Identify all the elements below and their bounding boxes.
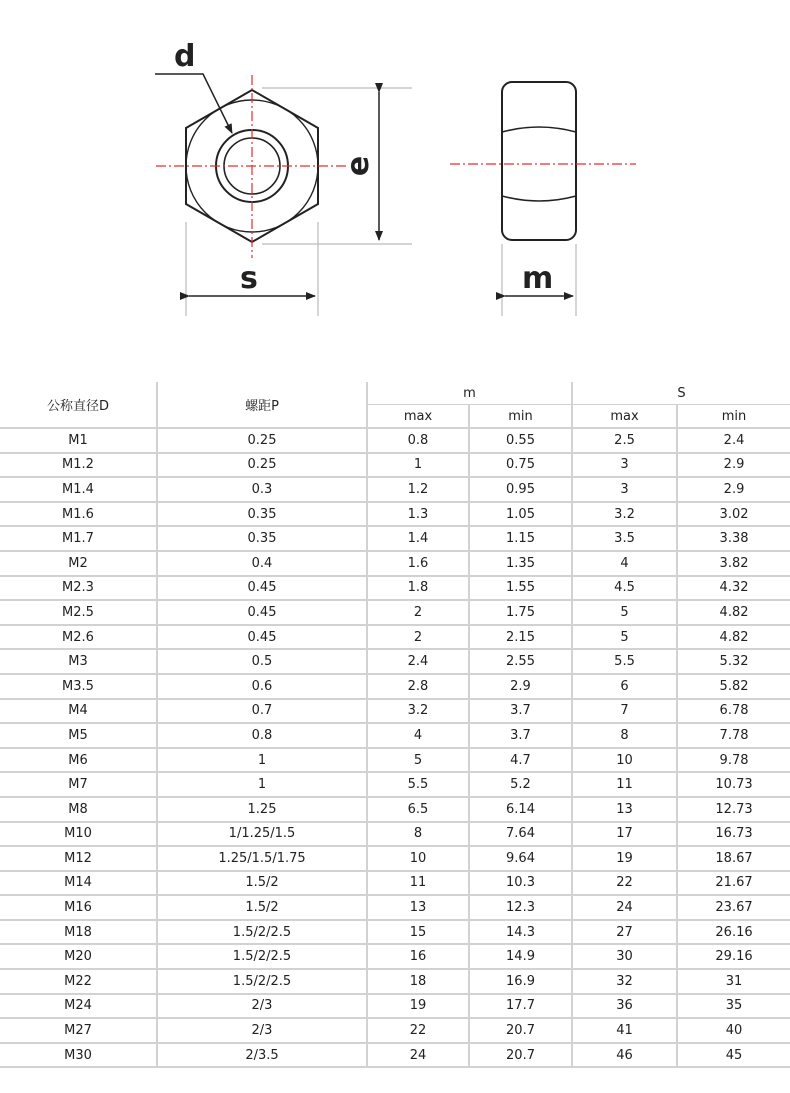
cell-pitch: 1.5/2/2.5	[157, 969, 367, 994]
cell-pitch: 2/3	[157, 1018, 367, 1043]
cell-m-min: 5.2	[469, 772, 572, 797]
cell-pitch: 1.5/2/2.5	[157, 944, 367, 969]
label-s: s	[240, 261, 258, 296]
cell-pitch: 0.7	[157, 699, 367, 724]
cell-diameter: M22	[0, 969, 157, 994]
cell-diameter: M2	[0, 551, 157, 576]
cell-pitch: 0.6	[157, 674, 367, 699]
table-row	[0, 994, 790, 1019]
cell-diameter: M16	[0, 895, 157, 920]
cell-s-max: 36	[572, 994, 677, 1019]
table-row	[0, 822, 790, 847]
header-m-min: min	[469, 405, 572, 429]
cell-diameter: M4	[0, 699, 157, 724]
cell-m-min: 10.3	[469, 871, 572, 896]
cell-m-max: 2.8	[367, 674, 469, 699]
cell-diameter: M1	[0, 428, 157, 453]
table-row	[0, 772, 790, 797]
cell-s-max: 24	[572, 895, 677, 920]
cell-m-max: 1.2	[367, 477, 469, 502]
cell-diameter: M3.5	[0, 674, 157, 699]
table-row	[0, 846, 790, 871]
cell-diameter: M12	[0, 846, 157, 871]
cell-pitch: 1.5/2	[157, 871, 367, 896]
table-row	[0, 920, 790, 945]
cell-s-max: 5	[572, 625, 677, 650]
cell-s-max: 10	[572, 748, 677, 773]
cell-diameter: M27	[0, 1018, 157, 1043]
cell-s-max: 22	[572, 871, 677, 896]
cell-s-min: 40	[677, 1018, 790, 1043]
header-diameter: 公称直径D	[0, 382, 157, 428]
cell-s-min: 7.78	[677, 723, 790, 748]
cell-m-max: 10	[367, 846, 469, 871]
cell-m-min: 20.7	[469, 1043, 572, 1068]
cell-m-min: 14.3	[469, 920, 572, 945]
cell-m-min: 2.55	[469, 649, 572, 674]
cell-m-max: 2.4	[367, 649, 469, 674]
cell-m-max: 2	[367, 625, 469, 650]
cell-m-min: 12.3	[469, 895, 572, 920]
cell-pitch: 0.45	[157, 625, 367, 650]
cell-m-max: 15	[367, 920, 469, 945]
cell-diameter: M7	[0, 772, 157, 797]
cell-m-max: 1	[367, 453, 469, 478]
cell-diameter: M2.5	[0, 600, 157, 625]
cell-m-min: 1.05	[469, 502, 572, 527]
cell-s-min: 12.73	[677, 797, 790, 822]
table-row	[0, 944, 790, 969]
spec-table-body	[0, 428, 790, 1067]
hex-nut-technical-drawing	[0, 0, 790, 340]
table-row	[0, 551, 790, 576]
cell-pitch: 0.25	[157, 428, 367, 453]
cell-m-min: 6.14	[469, 797, 572, 822]
cell-s-min: 26.16	[677, 920, 790, 945]
cell-s-min: 3.02	[677, 502, 790, 527]
cell-m-max: 8	[367, 822, 469, 847]
cell-m-min: 1.35	[469, 551, 572, 576]
cell-m-min: 3.7	[469, 699, 572, 724]
cell-m-max: 0.8	[367, 428, 469, 453]
cell-s-min: 18.67	[677, 846, 790, 871]
header-s-group: S	[572, 382, 790, 405]
cell-pitch: 1.5/2/2.5	[157, 920, 367, 945]
cell-diameter: M3	[0, 649, 157, 674]
cell-s-max: 8	[572, 723, 677, 748]
cell-s-max: 11	[572, 772, 677, 797]
cell-diameter: M1.2	[0, 453, 157, 478]
cell-pitch: 0.35	[157, 526, 367, 551]
cell-m-max: 18	[367, 969, 469, 994]
cell-s-min: 3.38	[677, 526, 790, 551]
cell-s-max: 4	[572, 551, 677, 576]
cell-pitch: 1	[157, 748, 367, 773]
cell-m-max: 16	[367, 944, 469, 969]
cell-m-min: 14.9	[469, 944, 572, 969]
cell-m-min: 1.15	[469, 526, 572, 551]
table-row	[0, 1043, 790, 1068]
table-row	[0, 576, 790, 601]
cell-pitch: 0.35	[157, 502, 367, 527]
cell-m-min: 9.64	[469, 846, 572, 871]
cell-m-max: 1.3	[367, 502, 469, 527]
cell-s-min: 23.67	[677, 895, 790, 920]
cell-m-max: 11	[367, 871, 469, 896]
cell-m-min: 1.55	[469, 576, 572, 601]
cell-m-min: 2.9	[469, 674, 572, 699]
cell-m-min: 0.55	[469, 428, 572, 453]
cell-s-min: 2.9	[677, 453, 790, 478]
header-m-group: m	[367, 382, 572, 405]
cell-s-min: 9.78	[677, 748, 790, 773]
cell-m-min: 1.75	[469, 600, 572, 625]
cell-diameter: M30	[0, 1043, 157, 1068]
cell-s-max: 30	[572, 944, 677, 969]
cell-s-max: 46	[572, 1043, 677, 1068]
table-row	[0, 871, 790, 896]
cell-diameter: M14	[0, 871, 157, 896]
table-row	[0, 428, 790, 453]
cell-m-max: 3.2	[367, 699, 469, 724]
cell-diameter: M20	[0, 944, 157, 969]
cell-pitch: 1.25	[157, 797, 367, 822]
label-e: e	[341, 155, 376, 177]
table-row	[0, 674, 790, 699]
cell-m-max: 1.8	[367, 576, 469, 601]
cell-diameter: M10	[0, 822, 157, 847]
cell-m-min: 17.7	[469, 994, 572, 1019]
cell-diameter: M18	[0, 920, 157, 945]
cell-s-min: 2.4	[677, 428, 790, 453]
label-d: d	[174, 39, 196, 74]
cell-m-min: 4.7	[469, 748, 572, 773]
cell-s-max: 3	[572, 477, 677, 502]
cell-pitch: 0.45	[157, 600, 367, 625]
cell-s-min: 5.82	[677, 674, 790, 699]
header-s-min: min	[677, 405, 790, 429]
table-row	[0, 797, 790, 822]
cell-s-min: 5.32	[677, 649, 790, 674]
table-row	[0, 895, 790, 920]
hex-nut-spec-table	[0, 382, 790, 1068]
cell-m-max: 5.5	[367, 772, 469, 797]
cell-s-min: 45	[677, 1043, 790, 1068]
cell-s-min: 3.82	[677, 551, 790, 576]
cell-diameter: M24	[0, 994, 157, 1019]
cell-s-max: 7	[572, 699, 677, 724]
cell-m-max: 6.5	[367, 797, 469, 822]
cell-s-max: 41	[572, 1018, 677, 1043]
cell-pitch: 0.45	[157, 576, 367, 601]
cell-m-min: 0.95	[469, 477, 572, 502]
cell-m-max: 13	[367, 895, 469, 920]
cell-m-max: 2	[367, 600, 469, 625]
cell-s-max: 3.2	[572, 502, 677, 527]
cell-s-min: 4.82	[677, 600, 790, 625]
cell-s-min: 21.67	[677, 871, 790, 896]
cell-pitch: 0.3	[157, 477, 367, 502]
cell-s-max: 2.5	[572, 428, 677, 453]
centerlines-front	[156, 75, 348, 258]
cell-s-min: 6.78	[677, 699, 790, 724]
cell-s-max: 3.5	[572, 526, 677, 551]
cell-diameter: M1.4	[0, 477, 157, 502]
cell-s-min: 31	[677, 969, 790, 994]
table-row	[0, 1018, 790, 1043]
cell-m-max: 24	[367, 1043, 469, 1068]
cell-pitch: 2/3.5	[157, 1043, 367, 1068]
cell-s-min: 16.73	[677, 822, 790, 847]
cell-m-max: 4	[367, 723, 469, 748]
cell-pitch: 0.5	[157, 649, 367, 674]
cell-pitch: 0.25	[157, 453, 367, 478]
table-row	[0, 748, 790, 773]
cell-s-min: 2.9	[677, 477, 790, 502]
cell-m-max: 19	[367, 994, 469, 1019]
cell-pitch: 1	[157, 772, 367, 797]
cell-pitch: 0.4	[157, 551, 367, 576]
cell-m-max: 1.6	[367, 551, 469, 576]
cell-s-max: 13	[572, 797, 677, 822]
cell-m-max: 22	[367, 1018, 469, 1043]
label-m: m	[522, 261, 554, 296]
table-row	[0, 723, 790, 748]
cell-m-min: 2.15	[469, 625, 572, 650]
table-row	[0, 600, 790, 625]
cell-s-max: 5	[572, 600, 677, 625]
cell-m-max: 5	[367, 748, 469, 773]
cell-m-min: 0.75	[469, 453, 572, 478]
header-pitch: 螺距P	[157, 382, 367, 428]
cell-m-min: 7.64	[469, 822, 572, 847]
header-m-max: max	[367, 405, 469, 429]
cell-pitch: 1.5/2	[157, 895, 367, 920]
table-row	[0, 502, 790, 527]
cell-s-min: 35	[677, 994, 790, 1019]
cell-s-min: 29.16	[677, 944, 790, 969]
cell-s-max: 5.5	[572, 649, 677, 674]
cell-m-min: 20.7	[469, 1018, 572, 1043]
cell-pitch: 1/1.25/1.5	[157, 822, 367, 847]
cell-diameter: M1.6	[0, 502, 157, 527]
table-row	[0, 625, 790, 650]
cell-s-max: 27	[572, 920, 677, 945]
cell-s-min: 10.73	[677, 772, 790, 797]
table-row	[0, 969, 790, 994]
nut-side-view	[502, 82, 576, 240]
table-row	[0, 649, 790, 674]
cell-diameter: M8	[0, 797, 157, 822]
cell-m-min: 16.9	[469, 969, 572, 994]
cell-s-max: 3	[572, 453, 677, 478]
cell-diameter: M2.6	[0, 625, 157, 650]
table-row	[0, 699, 790, 724]
cell-s-min: 4.32	[677, 576, 790, 601]
cell-s-min: 4.82	[677, 625, 790, 650]
header-s-max: max	[572, 405, 677, 429]
cell-m-max: 1.4	[367, 526, 469, 551]
table-row	[0, 453, 790, 478]
cell-diameter: M5	[0, 723, 157, 748]
cell-pitch: 2/3	[157, 994, 367, 1019]
cell-pitch: 0.8	[157, 723, 367, 748]
cell-diameter: M6	[0, 748, 157, 773]
table-row	[0, 477, 790, 502]
cell-s-max: 32	[572, 969, 677, 994]
cell-m-min: 3.7	[469, 723, 572, 748]
cell-s-max: 17	[572, 822, 677, 847]
table-row	[0, 526, 790, 551]
cell-s-max: 4.5	[572, 576, 677, 601]
cell-s-max: 19	[572, 846, 677, 871]
cell-s-max: 6	[572, 674, 677, 699]
cell-pitch: 1.25/1.5/1.75	[157, 846, 367, 871]
cell-diameter: M1.7	[0, 526, 157, 551]
cell-diameter: M2.3	[0, 576, 157, 601]
